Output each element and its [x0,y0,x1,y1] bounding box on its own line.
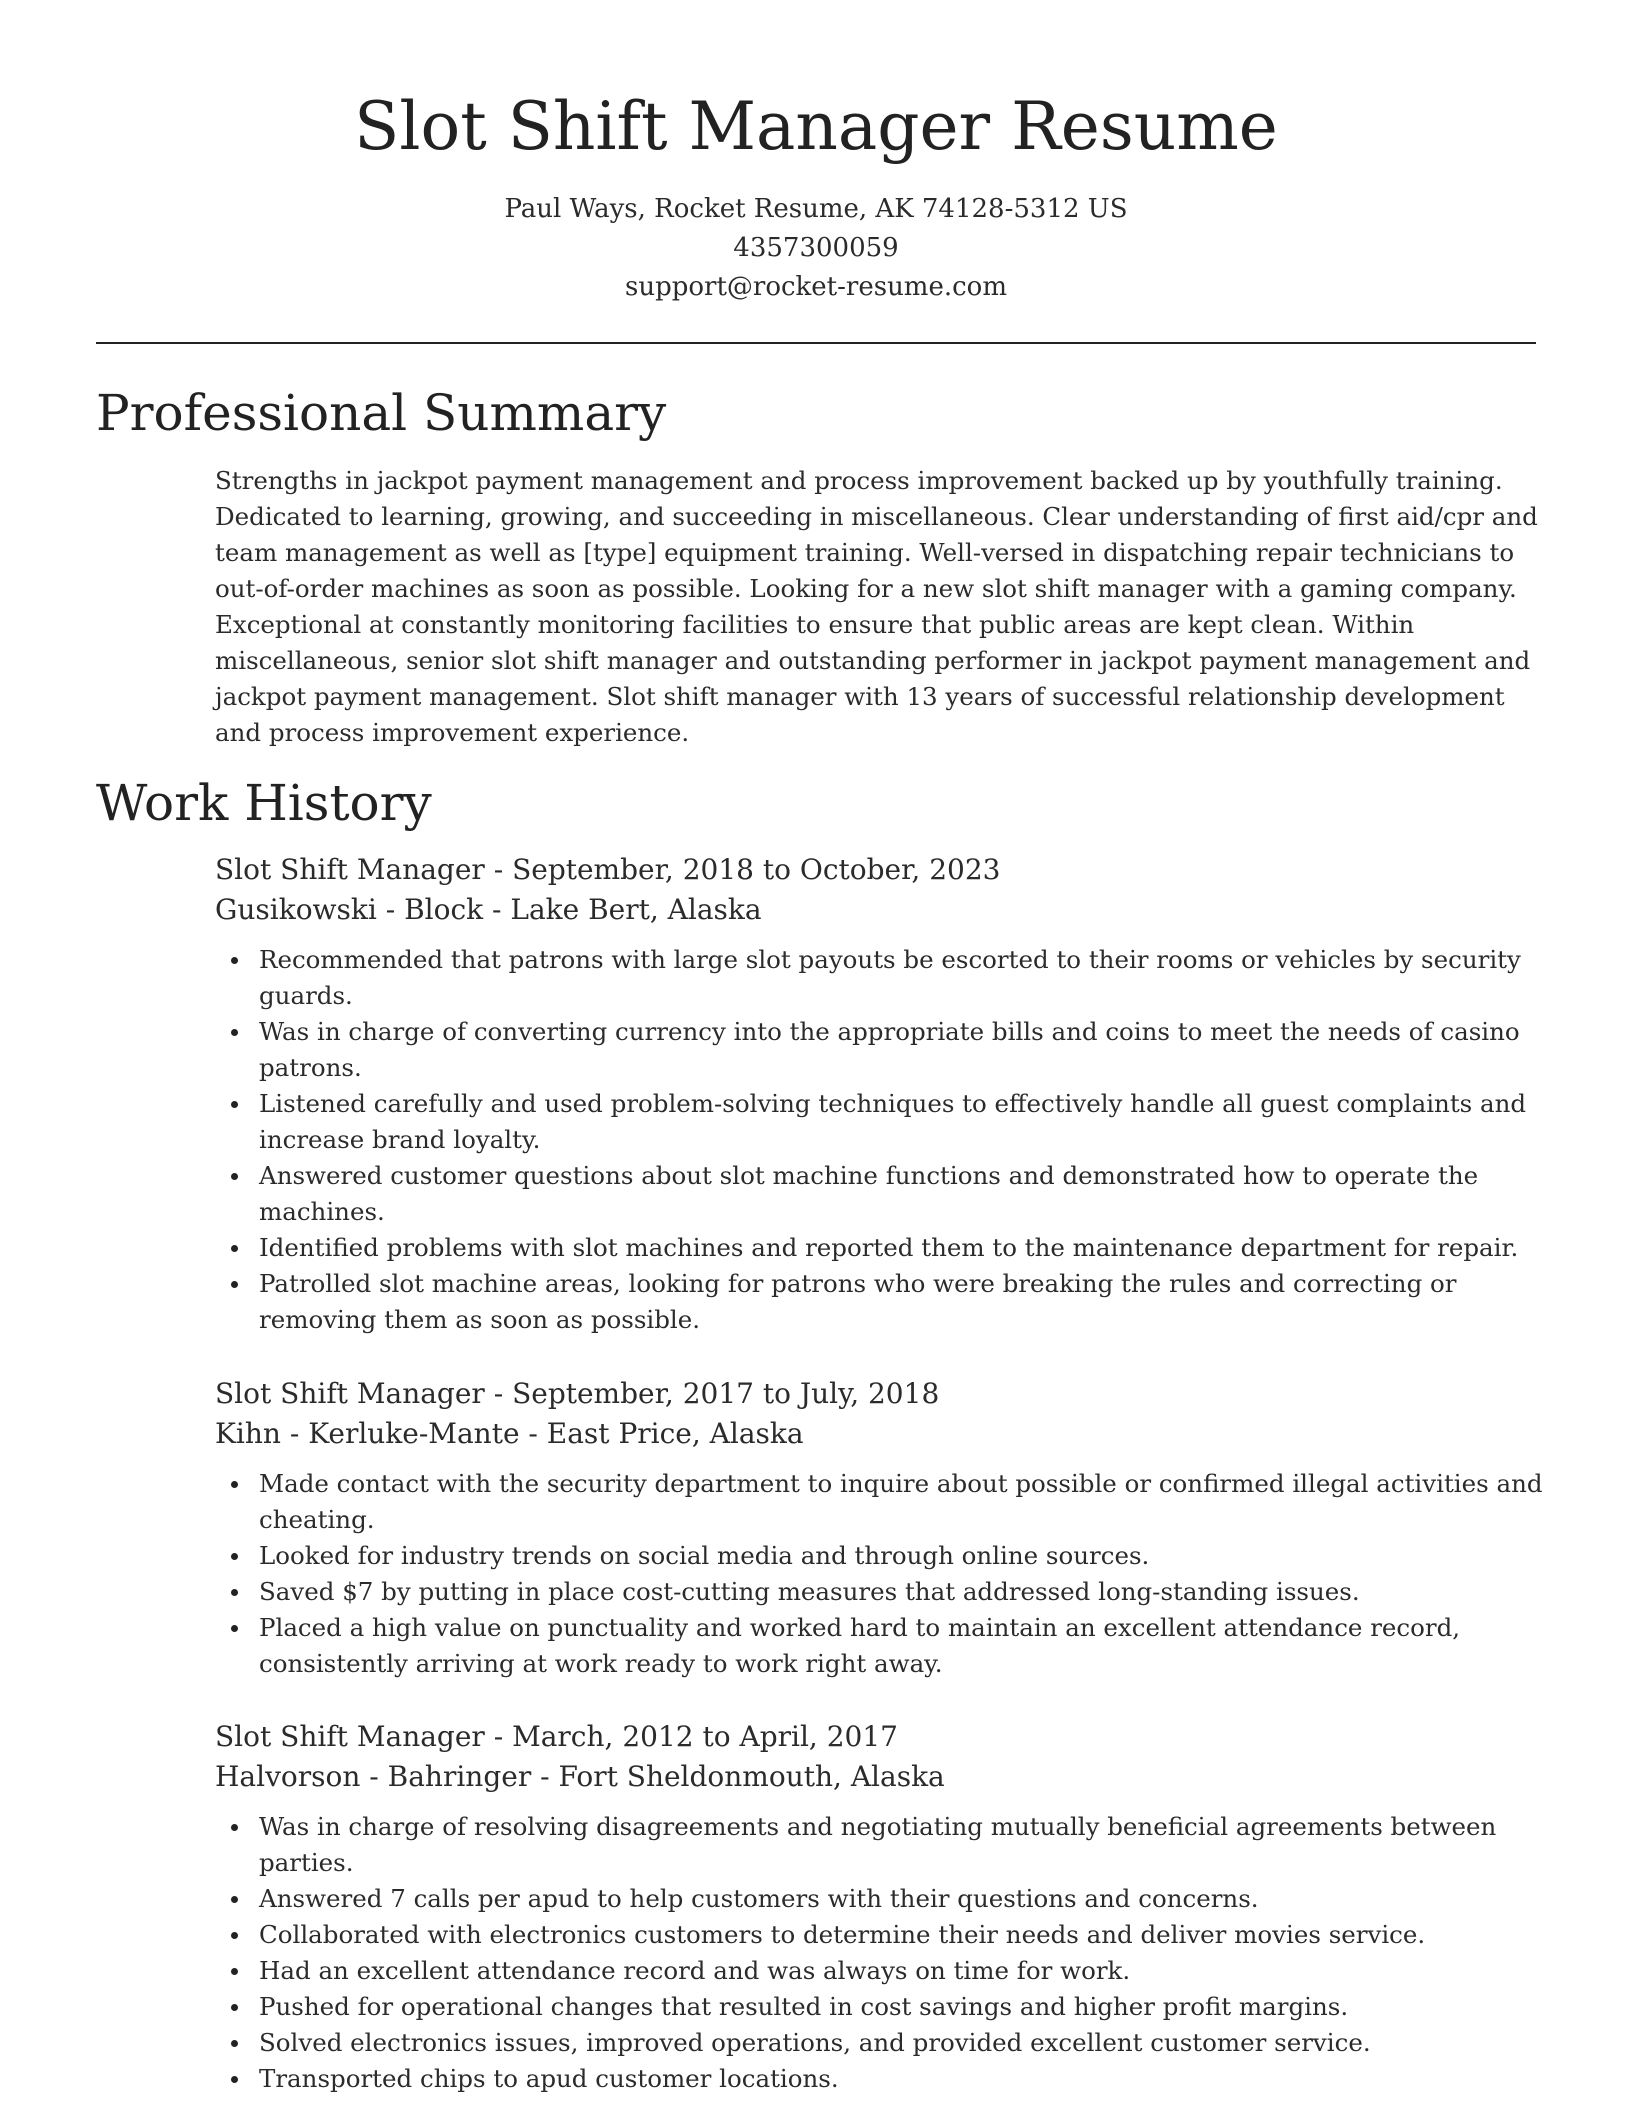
job-company-line: Halvorson - Bahringer - Fort Sheldonmouth, Alaska [215,1760,945,1793]
job-title-line: Slot Shift Manager - March, 2012 to April, 2017 [215,1720,898,1753]
professional-summary-text: Strengths in jackpot payment management and process improvement backed up by youthfully training. Dedicated to learning, growing, and succeeding in miscellaneous. Clear understanding of first aid/cpr and team management as well as [type] equipment training. Well-versed in dispatching repair technicians to out-of-order machines as soon as possible. Looking for a new slot shift manager with a gaming company. Exceptional at constantly monitoring facilities to ensure that public areas are kept clean. Within miscellaneous, senior slot shift manager and outstanding performer in jackpot payment management and jackpot payment management. Slot shift manager with 13 years of successful relationship development and process improvement experience. [215,466,1538,747]
job-bullet: Placed a high value on punctuality and worked hard to maintain an excellent attendance record, consistently arriving at work ready to work right away. [259,1610,1545,1682]
job-bullet: Answered customer questions about slot machine functions and demonstrated how to operate the machines. [259,1158,1545,1230]
job-title-line: Slot Shift Manager - September, 2017 to July, 2018 [215,1377,940,1410]
contact-email: support@rocket-resume.com [624,272,1007,302]
job-bullet: Transported chips to apud customer locations. [259,2061,1545,2097]
header-divider [96,342,1536,344]
job-bullet: Pushed for operational changes that resulted in cost savings and higher profit margins. [259,1989,1545,2025]
job-bullet: Collaborated with electronics customers to determine their needs and deliver movies service. [259,1917,1545,1953]
job-bullet-list [215,942,1545,1338]
job-entry [215,1374,1545,1682]
job-entry [215,850,1545,1338]
job-bullet: Patrolled slot machine areas, looking for patrons who were breaking the rules and correcting or removing them as soon as possible. [259,1266,1545,1338]
job-bullet: Solved electronics issues, improved operations, and provided excellent customer service. [259,2025,1545,2061]
job-bullet: Was in charge of resolving disagreements and negotiating mutually beneficial agreements between parties. [259,1809,1545,1881]
work-history-heading: Work History [96,774,432,832]
job-bullet: Saved $7 by putting in place cost-cutting measures that addressed long-standing issues. [259,1574,1545,1610]
job-bullet-list [215,1809,1545,2097]
job-bullet: Answered 7 calls per apud to help customers with their questions and concerns. [259,1881,1545,1917]
contact-phone: 4357300059 [733,233,899,263]
professional-summary-heading: Professional Summary [96,384,667,442]
resume-title: Slot Shift Manager Resume [354,88,1278,165]
job-company-line: Kihn - Kerluke-Mante - East Price, Alaska [215,1417,804,1450]
job-bullet: Had an excellent attendance record and was always on time for work. [259,1953,1545,1989]
contact-address: Paul Ways, Rocket Resume, AK 74128-5312 US [504,194,1128,224]
job-bullet: Made contact with the security department to inquire about possible or confirmed illegal activities and cheating. [259,1466,1545,1538]
contact-block [96,190,1536,307]
job-bullet: Looked for industry trends on social media and through online sources. [259,1538,1545,1574]
job-bullet: Listened carefully and used problem-solving techniques to effectively handle all guest complaints and increase brand loyalty. [259,1086,1545,1158]
job-title-line: Slot Shift Manager - September, 2018 to October, 2023 [215,853,1001,886]
job-bullet-list [215,1466,1545,1682]
job-bullet: Recommended that patrons with large slot payouts be escorted to their rooms or vehicles by security guards. [259,942,1545,1014]
job-entry [215,1717,1545,2097]
resume-header [96,82,1536,307]
job-company-line: Gusikowski - Block - Lake Bert, Alaska [215,893,762,926]
job-bullet: Was in charge of converting currency into the appropriate bills and coins to meet the needs of casino patrons. [259,1014,1545,1086]
job-bullet: Identified problems with slot machines and reported them to the maintenance department for repair. [259,1230,1545,1266]
